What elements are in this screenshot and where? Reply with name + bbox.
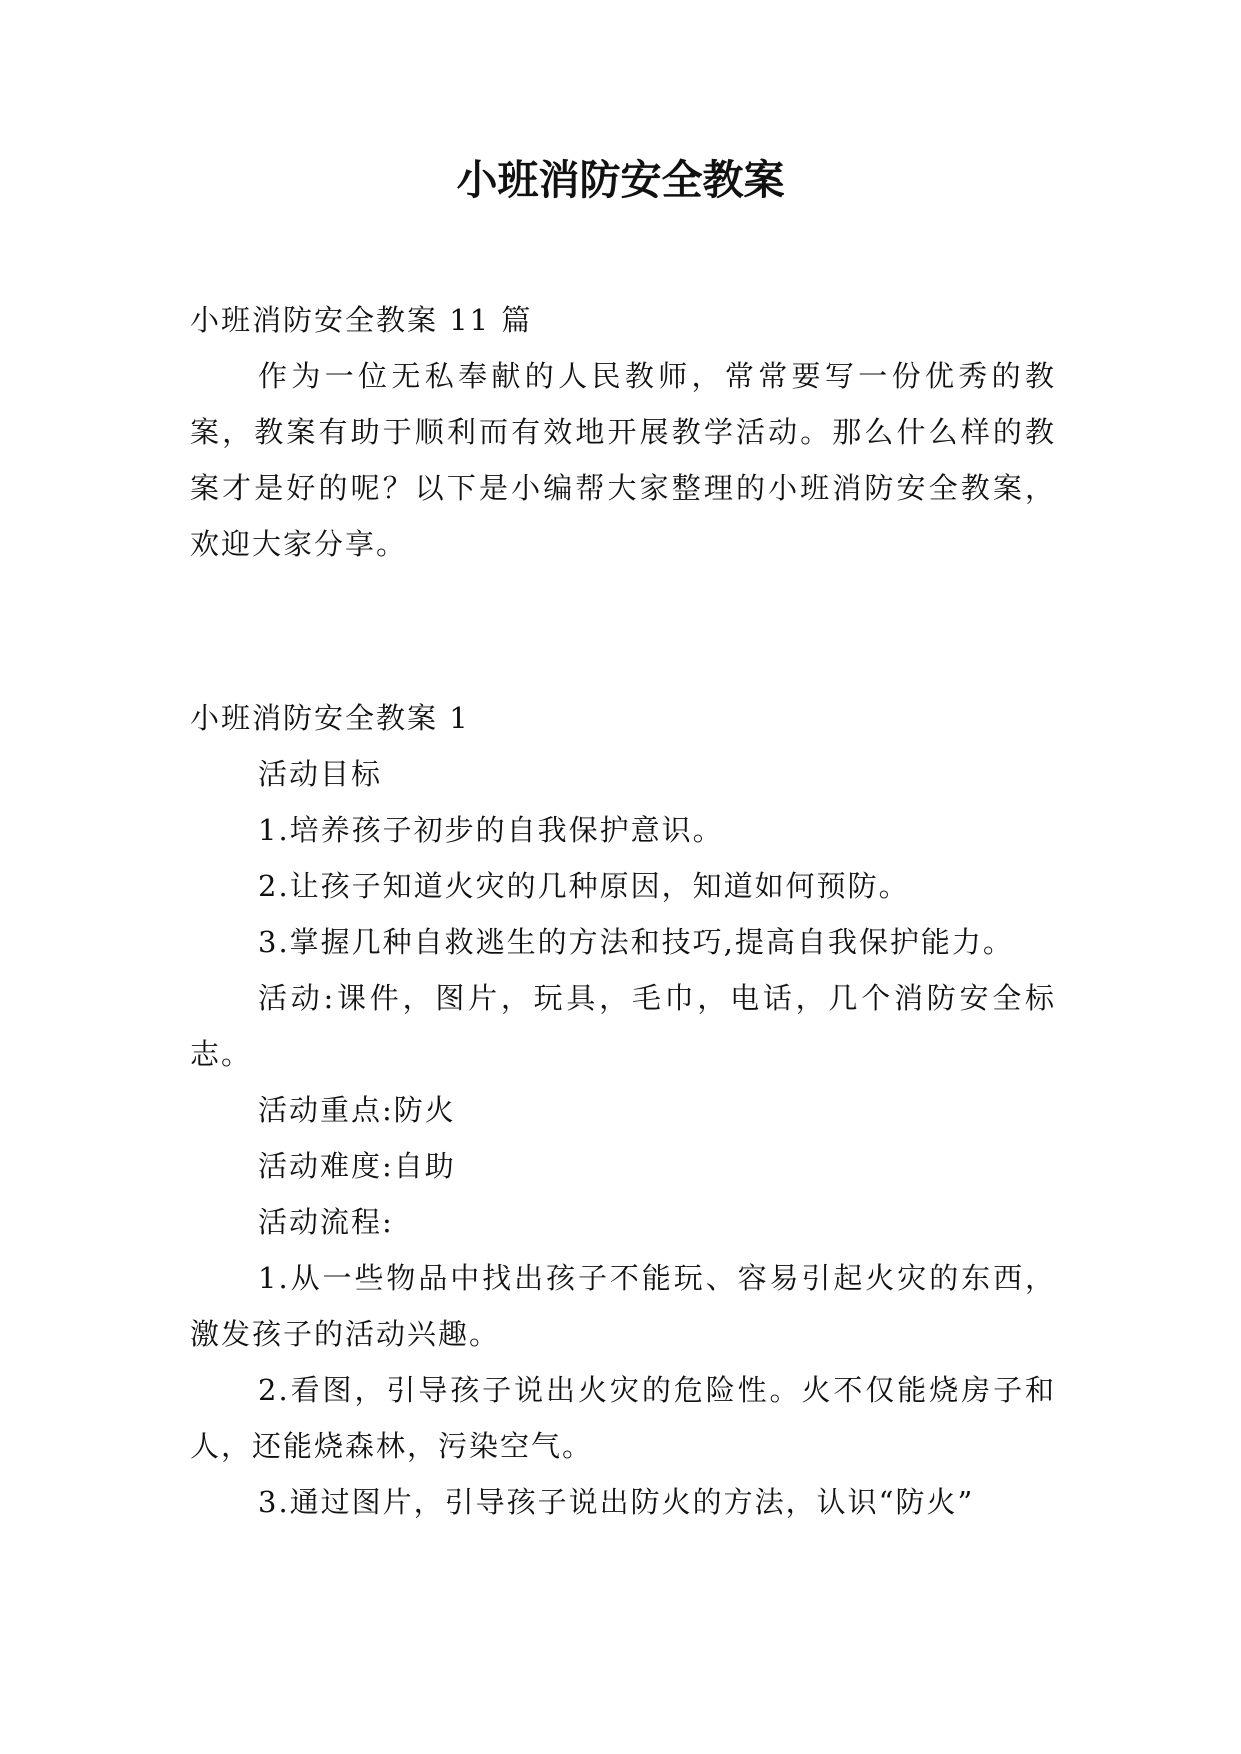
goal-item: 1.培养孩子初步的自我保护意识。 [258,813,724,847]
intro-paragraph: 作为一位无私奉献的人民教师，常常要写一份优秀的教案，教案有助于顺利而有效地开展教学活动。那么什么样的教案才是好的呢？以下是小编帮大家整理的小班消防安全教案，欢迎大家分享。 [190,359,1056,561]
document-body [190,292,1056,1530]
difficulty-paragraph: 活动难度:自助 [258,1149,456,1183]
goal-item: 2.让孩子知道火灾的几种原因，知道如何预防。 [258,869,910,903]
focus-paragraph: 活动重点:防火 [258,1093,456,1127]
materials-paragraph: 活动:课件，图片，玩具，毛巾，电话，几个消防安全标志。 [190,981,1056,1071]
section-spacer [190,572,1056,690]
goal-item: 3.掌握几种自救逃生的方法和技巧,提高自我保护能力。 [258,925,1014,959]
process-step: 1.从一些物品中找出孩子不能玩、容易引起火灾的东西，激发孩子的活动兴趣。 [190,1261,1056,1351]
process-step: 3.通过图片，引导孩子说出防火的方法，认识“防火” [258,1485,975,1519]
collection-heading: 小班消防安全教案 11 篇 [190,303,533,337]
process-step: 2.看图，引导孩子说出火灾的危险性。火不仅能烧房子和人，还能烧森林，污染空气。 [190,1373,1056,1463]
lesson-heading: 小班消防安全教案 1 [190,701,470,735]
process-heading: 活动流程: [258,1205,394,1239]
goals-heading: 活动目标 [258,757,383,791]
document-title: 小班消防安全教案 [456,156,785,204]
